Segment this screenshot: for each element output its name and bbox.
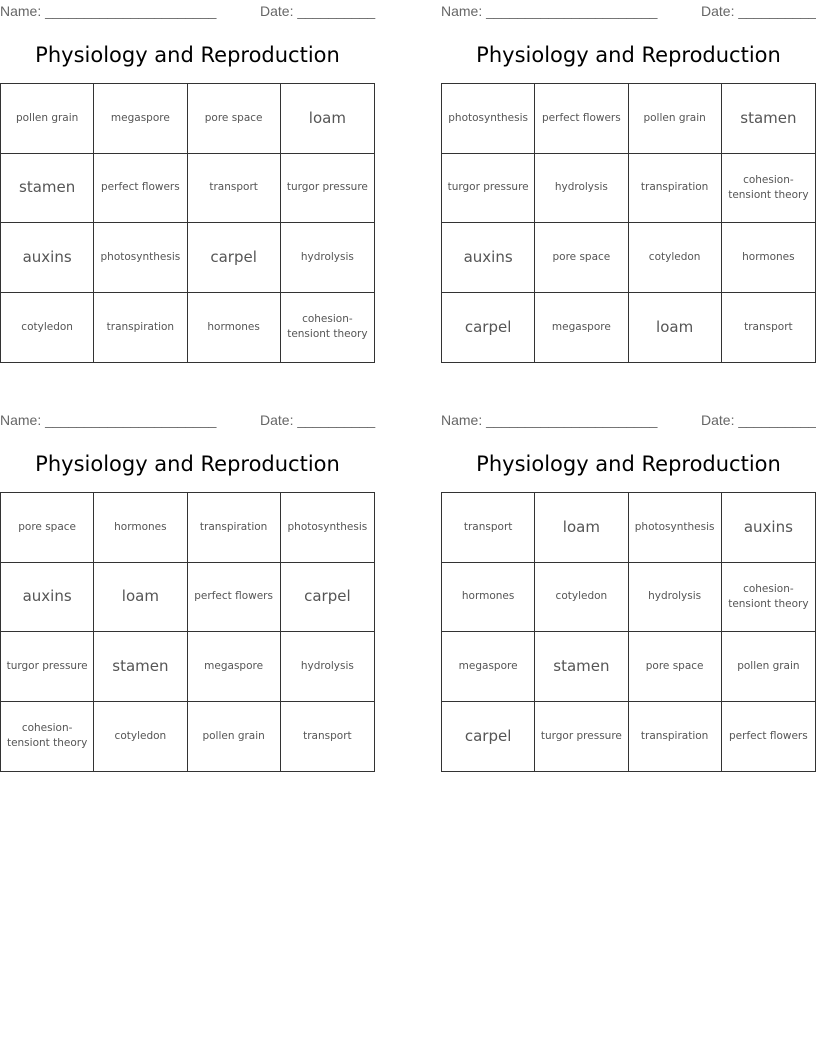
bingo-card-4 [441,409,816,774]
bingo-cell: megaspore [94,84,187,154]
bingo-cell: cohesion-tensiont theory [722,563,815,633]
bingo-cell: cohesion-tensiont theory [287,313,368,341]
bingo-cell: loam [281,84,374,154]
bingo-cell: pore space [629,632,722,702]
bingo-card-3 [0,409,375,774]
bingo-cell: carpel [281,563,374,633]
bingo-cell: carpel [188,223,281,293]
bingo-cell: turgor pressure [442,154,535,224]
bingo-cell: hormones [442,563,535,633]
bingo-cell: auxins [722,493,815,563]
bingo-cell: pore space [1,493,94,563]
card-title: Physiology and Reproduction [476,452,781,476]
name-field[interactable]: Name: ______________________ [441,3,658,19]
date-field[interactable]: Date: __________ [701,3,816,19]
bingo-cell: cotyledon [94,702,187,772]
bingo-cell: photosynthesis [629,493,722,563]
bingo-cell: stamen [94,632,187,702]
bingo-cell: megaspore [442,632,535,702]
bingo-cell: hydrolysis [629,563,722,633]
bingo-grid [441,492,816,772]
bingo-cell: stamen [1,154,94,224]
date-field[interactable]: Date: __________ [260,412,376,428]
card-header [0,412,375,430]
name-field[interactable]: Name: ______________________ [441,412,658,428]
bingo-grid [0,83,375,363]
bingo-cell: transpiration [94,293,187,363]
bingo-cell: photosynthesis [442,84,535,154]
bingo-cell: pore space [535,223,628,293]
bingo-cell: hormones [94,493,187,563]
bingo-cell: cotyledon [629,223,722,293]
bingo-cell: stamen [535,632,628,702]
bingo-cell: hydrolysis [281,223,374,293]
bingo-cell: pollen grain [188,702,281,772]
bingo-cell: pollen grain [1,84,94,154]
name-field[interactable]: Name: ______________________ [0,412,217,428]
bingo-cell: stamen [722,84,815,154]
bingo-cell: cohesion-tensiont theory [1,702,94,772]
bingo-cell: transport [303,729,352,742]
bingo-cell: transport [744,320,793,333]
bingo-cell: transport [442,493,535,563]
card-title: Physiology and Reproduction [35,43,340,67]
bingo-cell: perfect flowers [188,563,281,633]
bingo-cell: megaspore [188,632,281,702]
bingo-cell: turgor pressure [535,702,628,772]
bingo-card-2 [441,0,816,365]
bingo-cell: transpiration [188,493,281,563]
bingo-cell: loam [535,493,628,563]
bingo-cell: perfect flowers [94,154,187,224]
card-title: Physiology and Reproduction [476,43,781,67]
card-header [441,3,816,21]
card-header [0,3,375,21]
bingo-cell: perfect flowers [729,729,808,742]
bingo-cell: hydrolysis [281,632,374,702]
bingo-cell: loam [94,563,187,633]
bingo-cell: auxins [1,223,94,293]
card-title: Physiology and Reproduction [35,452,340,476]
bingo-cell: pollen grain [722,632,815,702]
bingo-cell: hormones [722,223,815,293]
bingo-cell: auxins [442,223,535,293]
card-header [441,412,816,430]
bingo-cell: megaspore [535,293,628,363]
bingo-cell: cotyledon [1,293,94,363]
date-field[interactable]: Date: __________ [260,3,376,19]
bingo-cell: transpiration [629,702,722,772]
bingo-cell: carpel [442,702,535,772]
bingo-cell: pore space [188,84,281,154]
bingo-cell: hydrolysis [535,154,628,224]
name-field[interactable]: Name: ______________________ [0,3,217,19]
bingo-cell: pollen grain [629,84,722,154]
bingo-cell: auxins [1,563,94,633]
bingo-cell: perfect flowers [535,84,628,154]
bingo-cell: hormones [188,293,281,363]
bingo-cell: photosynthesis [281,493,374,563]
date-field[interactable]: Date: __________ [701,412,816,428]
bingo-grid [441,83,816,363]
bingo-cell: cotyledon [535,563,628,633]
bingo-cell: carpel [442,293,535,363]
bingo-grid [0,492,375,772]
bingo-cell: loam [629,293,722,363]
bingo-cell: transpiration [629,154,722,224]
bingo-card-1 [0,0,375,365]
bingo-cell: photosynthesis [94,223,187,293]
bingo-cell: turgor pressure [281,154,374,224]
bingo-cell: cohesion-tensiont theory [722,154,815,224]
bingo-cell: turgor pressure [1,632,94,702]
bingo-cell: transport [188,154,281,224]
